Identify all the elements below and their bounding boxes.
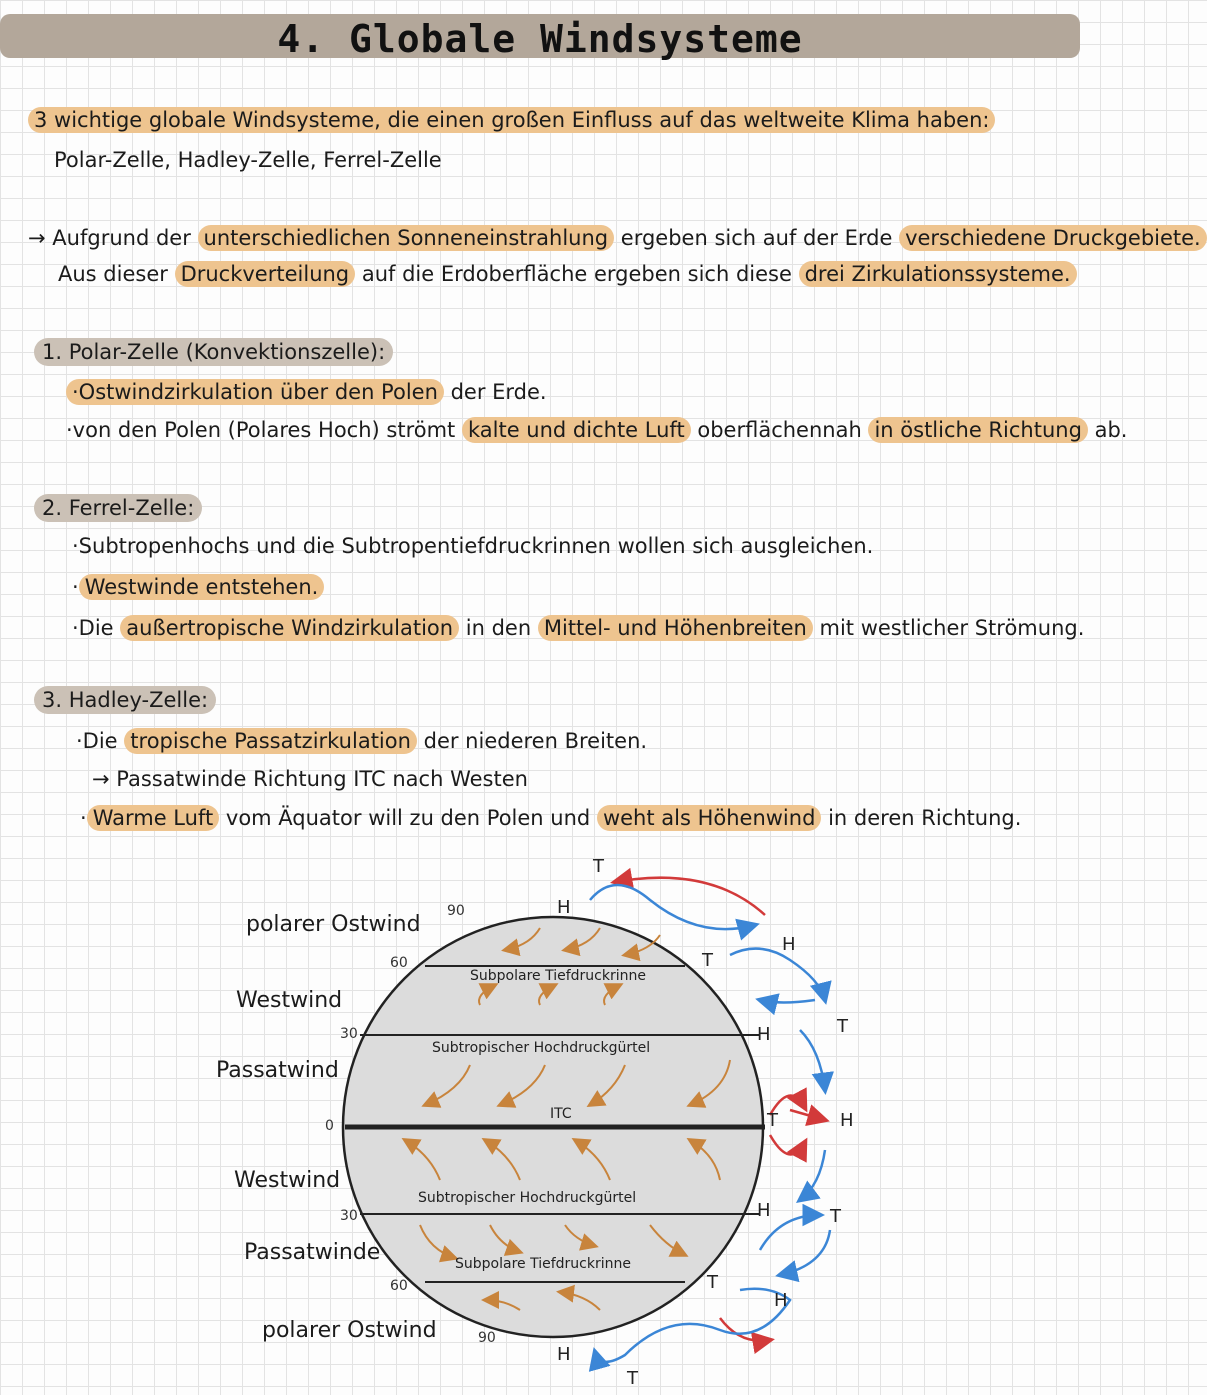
pressure-mark: T: [707, 1272, 718, 1293]
page-title: 4. Globale Windsysteme: [277, 17, 803, 61]
hadley-text-4: vom Äquator will zu den Polen und: [225, 806, 591, 830]
intro-highlight: 3 wichtige globale Windsysteme, die einen großen Einfluss auf das weltweite Klima haben:: [28, 107, 995, 133]
pressure-mark: T: [830, 1206, 841, 1227]
polar-heading: 1. Polar-Zelle (Konvektionszelle):: [34, 338, 393, 366]
reason-highlight-4: drei Zirkulationssysteme.: [799, 261, 1077, 287]
ferrel-highlight-3: Mittel- und Höhenbreiten: [538, 615, 813, 641]
lat-label: 60: [390, 1278, 408, 1294]
reason-highlight-2: verschiedene Druckgebiete.: [899, 225, 1207, 251]
pressure-mark: H: [782, 934, 796, 955]
blue-arrow: [780, 1230, 830, 1275]
hadley-bullet-2: → Passatwinde Richtung ITC nach Westen: [92, 767, 528, 791]
polar-highlight-1: ·Ostwindzirkulation über den Polen: [66, 379, 444, 405]
wind-label-west-n: Westwind: [236, 988, 343, 1013]
subtropical-high-s-label: Subtropischer Hochdruckgürtel: [418, 1190, 637, 1206]
pressure-mark: T: [837, 1016, 848, 1037]
ferrel-heading: 2. Ferrel-Zelle:: [34, 494, 202, 522]
wind-label-polar-east-n: polarer Ostwind: [246, 912, 421, 937]
polar-text-4: ab.: [1094, 418, 1128, 442]
polar-text-2: ·von den Polen (Polares Hoch) strömt: [66, 418, 456, 442]
itc-label: ITC: [550, 1106, 572, 1122]
ferrel-text-3: in den: [465, 616, 532, 640]
polar-text-1: der Erde.: [450, 380, 547, 404]
ferrel-text-2: ·Die: [72, 616, 114, 640]
pressure-mark: H: [757, 1200, 771, 1221]
ferrel-text-4: mit westlicher Strömung.: [819, 616, 1085, 640]
hadley-text-5: in deren Richtung.: [828, 806, 1022, 830]
blue-arrow: [730, 949, 825, 1000]
intro-line-2: Polar-Zelle, Hadley-Zelle, Ferrel-Zelle: [54, 148, 442, 172]
lat-label: 0: [325, 1118, 334, 1134]
blue-arrow: [760, 1000, 815, 1003]
pressure-mark: H: [757, 1024, 771, 1045]
ferrel-highlight-1: Westwinde entstehen.: [79, 574, 325, 600]
hadley-highlight-2: Warme Luft: [87, 805, 220, 831]
red-arrow: [720, 1318, 770, 1341]
reason-text-3: Aus dieser: [58, 262, 168, 286]
polar-highlight-3: in östliche Richtung: [868, 417, 1087, 443]
red-arrow: [770, 1135, 805, 1154]
red-arrow: [615, 878, 765, 915]
lat-label: 90: [478, 1330, 496, 1346]
subpolar-low-n-label: Subpolare Tiefdruckrinne: [470, 968, 646, 984]
reason-text-1: Aufgrund der: [52, 226, 191, 250]
hadley-highlight-1: tropische Passatzirkulation: [124, 728, 417, 754]
subtropical-high-n-label: Subtropischer Hochdruckgürtel: [432, 1040, 651, 1056]
lat-label: 30: [340, 1026, 358, 1042]
hadley-text-2: der niederen Breiten.: [423, 729, 648, 753]
hadley-heading: 3. Hadley-Zelle:: [34, 686, 216, 714]
lat-label: 90: [447, 903, 465, 919]
wind-label-trade-n: Passatwind: [216, 1058, 339, 1083]
hadley-text-1: ·Die: [76, 729, 118, 753]
hadley-text-3: ·: [80, 806, 87, 830]
subpolar-low-s-label: Subpolare Tiefdruckrinne: [455, 1256, 631, 1272]
pressure-mark: T: [593, 856, 604, 877]
reason-text-4: auf die Erdoberfläche ergeben sich diese: [361, 262, 792, 286]
pressure-mark: T: [627, 1368, 638, 1389]
red-arrow: [790, 1110, 825, 1120]
pressure-mark: T: [702, 950, 713, 971]
wind-label-trade-s: Passatwinde: [244, 1240, 381, 1265]
lat-label: 30: [340, 1208, 358, 1224]
polar-text-3: oberflächennah: [697, 418, 862, 442]
reason-text-2: ergeben sich auf der Erde: [620, 226, 893, 250]
pressure-mark: H: [557, 897, 571, 918]
polar-highlight-2: kalte und dichte Luft: [462, 417, 691, 443]
hadley-highlight-3: weht als Höhenwind: [597, 805, 821, 831]
pressure-mark: H: [557, 1344, 571, 1365]
pressure-mark: H: [774, 1290, 788, 1311]
reason-highlight-3: Druckverteilung: [175, 261, 356, 287]
wind-label-west-s: Westwind: [234, 1168, 341, 1193]
lat-label: 60: [390, 955, 408, 971]
pressure-mark: H: [840, 1110, 854, 1131]
ferrel-bullet-1: ·Subtropenhochs und die Subtropentiefdruckrinnen wollen sich ausgleichen.: [72, 534, 874, 558]
blue-arrow: [800, 1150, 825, 1200]
ferrel-highlight-2: außertropische Windzirkulation: [120, 615, 459, 641]
pressure-mark: T: [767, 1110, 778, 1131]
wind-label-polar-east-s: polarer Ostwind: [262, 1318, 437, 1343]
reason-highlight-1: unterschiedlichen Sonneneinstrahlung: [198, 225, 615, 251]
blue-arrow: [800, 1030, 825, 1090]
arrow-icon: →: [28, 226, 46, 250]
ferrel-text-1: ·: [72, 575, 79, 599]
